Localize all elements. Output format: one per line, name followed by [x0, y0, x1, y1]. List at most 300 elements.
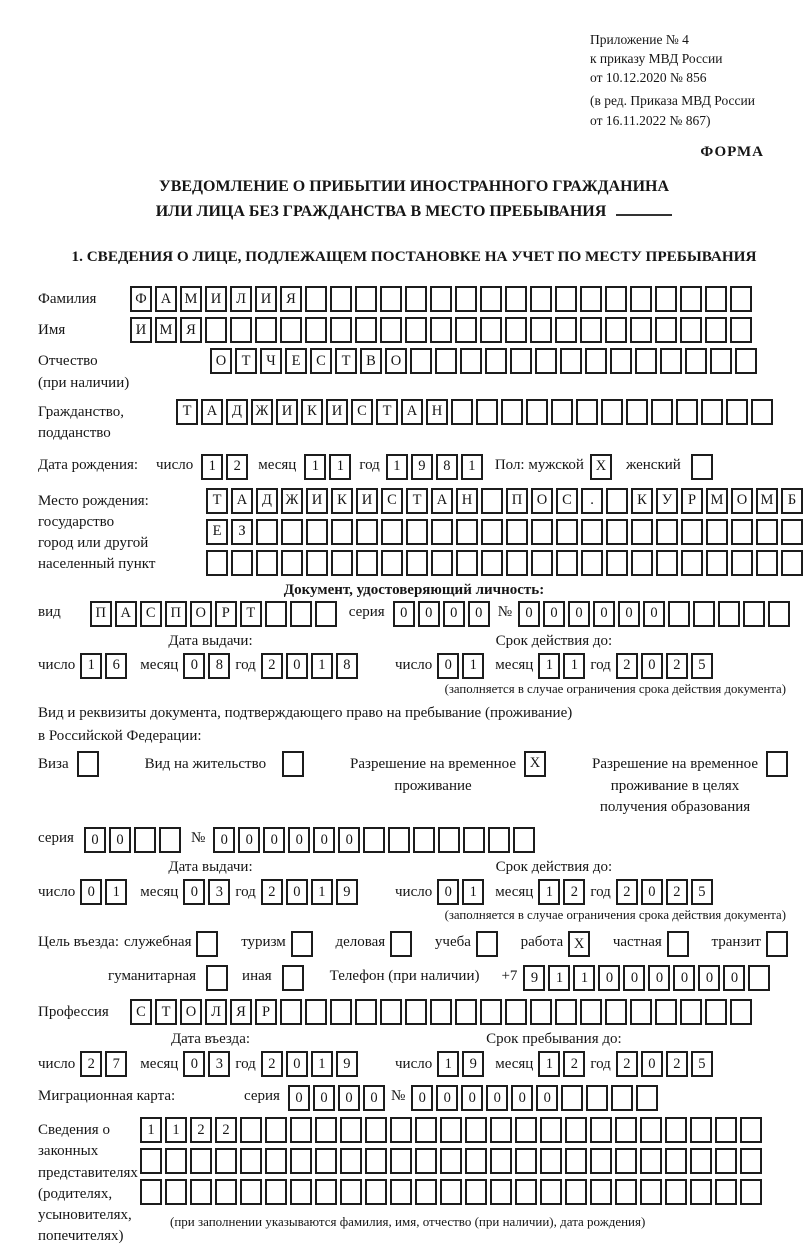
permit-number-cell[interactable]	[513, 827, 535, 853]
doc-valid-year-cell[interactable]: 2	[616, 653, 638, 679]
legal-line3-cell[interactable]	[490, 1179, 512, 1205]
permit-issue-year-cell[interactable]: 0	[286, 879, 308, 905]
stay-year-cell[interactable]: 0	[641, 1051, 663, 1077]
profession-cell[interactable]: Т	[155, 999, 177, 1025]
legal-line1-cell[interactable]	[715, 1117, 737, 1143]
birth-place-line2-cell[interactable]	[306, 519, 328, 545]
permit-number-cell[interactable]	[463, 827, 485, 853]
birth-place-line3-cell[interactable]	[206, 550, 228, 576]
permit-issue-year-cell[interactable]: 1	[311, 879, 333, 905]
citizenship-cell[interactable]: Н	[426, 399, 448, 425]
citizenship-cell[interactable]: И	[276, 399, 298, 425]
birth-place-line1-cell[interactable]: И	[306, 488, 328, 514]
doc-type-cell[interactable]: С	[140, 601, 162, 627]
patronymic-cell[interactable]	[735, 348, 757, 374]
phone-cell[interactable]: 9	[523, 965, 545, 991]
legal-line2-cell[interactable]	[715, 1148, 737, 1174]
birth-place-line2-cell[interactable]	[456, 519, 478, 545]
permit-number-cell[interactable]: 0	[313, 827, 335, 853]
stay-year-cell[interactable]: 2	[616, 1051, 638, 1077]
purpose-business-cell[interactable]	[390, 931, 412, 957]
mig-series-cell[interactable]: 0	[288, 1085, 310, 1111]
legal-line2-cell[interactable]	[265, 1148, 287, 1174]
legal-line3-cell[interactable]	[165, 1179, 187, 1205]
surname-cell[interactable]	[505, 286, 527, 312]
mig-number-cell[interactable]	[586, 1085, 608, 1111]
citizenship-cell[interactable]: С	[351, 399, 373, 425]
permit-series-cell[interactable]: 0	[84, 827, 106, 853]
birth-place-line3-cell[interactable]	[631, 550, 653, 576]
permit-issue-year-cell[interactable]: 2	[261, 879, 283, 905]
legal-line3-cell[interactable]	[190, 1179, 212, 1205]
birth-place-line3-cell[interactable]	[756, 550, 778, 576]
profession-cell[interactable]: Р	[255, 999, 277, 1025]
surname-cell[interactable]	[430, 286, 452, 312]
birth-place-line2-cell[interactable]	[506, 519, 528, 545]
edu-residence-cell[interactable]	[766, 751, 788, 777]
birth-place-line3-cell[interactable]	[431, 550, 453, 576]
surname-cell[interactable]	[555, 286, 577, 312]
citizenship-cell[interactable]	[501, 399, 523, 425]
entry-year-cell[interactable]: 1	[311, 1051, 333, 1077]
legal-line3-cell[interactable]	[315, 1179, 337, 1205]
profession-cell[interactable]	[355, 999, 377, 1025]
legal-line2-cell[interactable]	[365, 1148, 387, 1174]
birth-place-line3-cell[interactable]	[781, 550, 803, 576]
birth-place-line3-cell[interactable]	[731, 550, 753, 576]
doc-number-cell[interactable]: 0	[568, 601, 590, 627]
birth-place-line2-cell[interactable]	[656, 519, 678, 545]
phone-cell[interactable]	[748, 965, 770, 991]
doc-valid-year-cell[interactable]: 0	[641, 653, 663, 679]
legal-line1-cell[interactable]	[540, 1117, 562, 1143]
permit-series-cell[interactable]: 0	[109, 827, 131, 853]
doc-series-cell[interactable]: 0	[443, 601, 465, 627]
permit-number-cell[interactable]: 0	[338, 827, 360, 853]
legal-line2-cell[interactable]	[240, 1148, 262, 1174]
doc-series-cell[interactable]: 0	[418, 601, 440, 627]
patronymic-cell[interactable]: О	[210, 348, 232, 374]
stay-year-cell[interactable]: 5	[691, 1051, 713, 1077]
profession-cell[interactable]: Л	[205, 999, 227, 1025]
legal-line3-cell[interactable]	[665, 1179, 687, 1205]
legal-line1-cell[interactable]	[665, 1117, 687, 1143]
birth-place-line3-cell[interactable]	[556, 550, 578, 576]
purpose-private-cell[interactable]	[667, 931, 689, 957]
visa-cell[interactable]	[77, 751, 99, 777]
surname-cell[interactable]: Л	[230, 286, 252, 312]
patronymic-cell[interactable]: В	[360, 348, 382, 374]
legal-line1-cell[interactable]	[615, 1117, 637, 1143]
profession-cell[interactable]	[705, 999, 727, 1025]
birth-place-line2-cell[interactable]	[381, 519, 403, 545]
name-cell[interactable]	[655, 317, 677, 343]
birth-place-line2-cell[interactable]	[406, 519, 428, 545]
doc-type-cell[interactable]	[290, 601, 312, 627]
legal-line1-cell[interactable]	[240, 1117, 262, 1143]
profession-cell[interactable]	[605, 999, 627, 1025]
birth-month-cell[interactable]: 1	[329, 454, 351, 480]
purpose-humanitarian-cell[interactable]	[206, 965, 228, 991]
profession-cell[interactable]	[655, 999, 677, 1025]
birth-place-line1-cell[interactable]: Д	[256, 488, 278, 514]
birth-place-line3-cell[interactable]	[306, 550, 328, 576]
birth-year-cell[interactable]: 1	[386, 454, 408, 480]
birth-place-line1-cell[interactable]: А	[431, 488, 453, 514]
legal-line3-cell[interactable]	[515, 1179, 537, 1205]
name-cell[interactable]	[555, 317, 577, 343]
legal-line2-cell[interactable]	[465, 1148, 487, 1174]
permit-number-cell[interactable]	[363, 827, 385, 853]
birth-place-line3-cell[interactable]	[256, 550, 278, 576]
patronymic-cell[interactable]	[460, 348, 482, 374]
permit-issue-day-cell[interactable]: 0	[80, 879, 102, 905]
permit-number-cell[interactable]	[388, 827, 410, 853]
citizenship-cell[interactable]	[551, 399, 573, 425]
mig-series-cell[interactable]: 0	[313, 1085, 335, 1111]
citizenship-cell[interactable]	[601, 399, 623, 425]
legal-line1-cell[interactable]: 2	[215, 1117, 237, 1143]
birth-place-line2-cell[interactable]	[481, 519, 503, 545]
permit-valid-year-cell[interactable]: 0	[641, 879, 663, 905]
entry-day-cell[interactable]: 2	[80, 1051, 102, 1077]
patronymic-cell[interactable]	[685, 348, 707, 374]
patronymic-cell[interactable]	[435, 348, 457, 374]
patronymic-cell[interactable]	[485, 348, 507, 374]
citizenship-cell[interactable]: А	[201, 399, 223, 425]
name-cell[interactable]	[705, 317, 727, 343]
birth-place-line2-cell[interactable]	[606, 519, 628, 545]
patronymic-cell[interactable]	[660, 348, 682, 374]
legal-line1-cell[interactable]	[440, 1117, 462, 1143]
doc-series-cell[interactable]: 0	[393, 601, 415, 627]
patronymic-cell[interactable]	[585, 348, 607, 374]
doc-number-cell[interactable]: 0	[618, 601, 640, 627]
name-cell[interactable]	[480, 317, 502, 343]
profession-cell[interactable]	[530, 999, 552, 1025]
mig-number-cell[interactable]: 0	[436, 1085, 458, 1111]
entry-month-cell[interactable]: 3	[208, 1051, 230, 1077]
doc-number-cell[interactable]: 0	[643, 601, 665, 627]
surname-cell[interactable]: А	[155, 286, 177, 312]
purpose-tourism-cell[interactable]	[291, 931, 313, 957]
purpose-work-cell[interactable]: X	[568, 931, 590, 957]
citizenship-cell[interactable]	[651, 399, 673, 425]
birth-place-line1-cell[interactable]: Р	[681, 488, 703, 514]
birth-place-line3-cell[interactable]	[281, 550, 303, 576]
doc-number-cell[interactable]	[768, 601, 790, 627]
citizenship-cell[interactable]: Ж	[251, 399, 273, 425]
birth-place-line1-cell[interactable]: Ж	[281, 488, 303, 514]
doc-number-cell[interactable]	[668, 601, 690, 627]
birth-place-line1-cell[interactable]: С	[381, 488, 403, 514]
doc-issue-year-cell[interactable]: 0	[286, 653, 308, 679]
entry-month-cell[interactable]: 0	[183, 1051, 205, 1077]
citizenship-cell[interactable]	[626, 399, 648, 425]
birth-place-line1-cell[interactable]: К	[631, 488, 653, 514]
citizenship-cell[interactable]: Т	[176, 399, 198, 425]
name-cell[interactable]	[405, 317, 427, 343]
birth-place-line2-cell[interactable]	[781, 519, 803, 545]
legal-line1-cell[interactable]: 2	[190, 1117, 212, 1143]
name-cell[interactable]	[280, 317, 302, 343]
legal-line3-cell[interactable]	[215, 1179, 237, 1205]
birth-place-line1-cell[interactable]: .	[581, 488, 603, 514]
patronymic-cell[interactable]: Т	[335, 348, 357, 374]
mig-number-cell[interactable]: 0	[461, 1085, 483, 1111]
profession-cell[interactable]: О	[180, 999, 202, 1025]
doc-number-cell[interactable]	[693, 601, 715, 627]
phone-cell[interactable]: 0	[673, 965, 695, 991]
doc-type-cell[interactable]: О	[190, 601, 212, 627]
profession-cell[interactable]	[630, 999, 652, 1025]
phone-cell[interactable]: 1	[573, 965, 595, 991]
legal-line1-cell[interactable]	[590, 1117, 612, 1143]
stay-year-cell[interactable]: 2	[666, 1051, 688, 1077]
doc-type-cell[interactable]	[265, 601, 287, 627]
entry-year-cell[interactable]: 0	[286, 1051, 308, 1077]
permit-series-cell[interactable]	[134, 827, 156, 853]
citizenship-cell[interactable]: И	[326, 399, 348, 425]
name-cell[interactable]: М	[155, 317, 177, 343]
legal-line1-cell[interactable]: 1	[140, 1117, 162, 1143]
citizenship-cell[interactable]: Д	[226, 399, 248, 425]
birth-place-line2-cell[interactable]: Е	[206, 519, 228, 545]
permit-number-cell[interactable]: 0	[263, 827, 285, 853]
legal-line1-cell[interactable]	[515, 1117, 537, 1143]
doc-valid-year-cell[interactable]: 2	[666, 653, 688, 679]
surname-cell[interactable]	[480, 286, 502, 312]
birth-place-line1-cell[interactable]: М	[756, 488, 778, 514]
surname-cell[interactable]: И	[205, 286, 227, 312]
doc-type-cell[interactable]: П	[90, 601, 112, 627]
birth-place-line2-cell[interactable]	[681, 519, 703, 545]
legal-line2-cell[interactable]	[615, 1148, 637, 1174]
surname-cell[interactable]	[330, 286, 352, 312]
doc-issue-year-cell[interactable]: 2	[261, 653, 283, 679]
mig-number-cell[interactable]	[561, 1085, 583, 1111]
permit-issue-year-cell[interactable]: 9	[336, 879, 358, 905]
legal-line1-cell[interactable]	[565, 1117, 587, 1143]
legal-line2-cell[interactable]	[590, 1148, 612, 1174]
name-cell[interactable]: Я	[180, 317, 202, 343]
legal-line3-cell[interactable]	[365, 1179, 387, 1205]
legal-line3-cell[interactable]	[440, 1179, 462, 1205]
mig-number-cell[interactable]: 0	[536, 1085, 558, 1111]
doc-valid-day-cell[interactable]: 1	[462, 653, 484, 679]
doc-valid-month-cell[interactable]: 1	[538, 653, 560, 679]
purpose-transit-cell[interactable]	[766, 931, 788, 957]
permit-series-cell[interactable]	[159, 827, 181, 853]
birth-place-line2-cell[interactable]	[731, 519, 753, 545]
permit-issue-month-cell[interactable]: 3	[208, 879, 230, 905]
legal-line1-cell[interactable]	[390, 1117, 412, 1143]
citizenship-cell[interactable]	[726, 399, 748, 425]
surname-cell[interactable]	[530, 286, 552, 312]
doc-number-cell[interactable]: 0	[543, 601, 565, 627]
mig-series-cell[interactable]: 0	[363, 1085, 385, 1111]
birth-place-line1-cell[interactable]: Т	[206, 488, 228, 514]
permit-valid-day-cell[interactable]: 0	[437, 879, 459, 905]
doc-number-cell[interactable]	[718, 601, 740, 627]
surname-cell[interactable]	[580, 286, 602, 312]
stay-month-cell[interactable]: 1	[538, 1051, 560, 1077]
legal-line1-cell[interactable]	[265, 1117, 287, 1143]
birth-month-cell[interactable]: 1	[304, 454, 326, 480]
legal-line1-cell[interactable]: 1	[165, 1117, 187, 1143]
birth-place-line3-cell[interactable]	[381, 550, 403, 576]
birth-place-line2-cell[interactable]	[556, 519, 578, 545]
birth-place-line1-cell[interactable]: Б	[781, 488, 803, 514]
male-cell[interactable]: X	[590, 454, 612, 480]
legal-line2-cell[interactable]	[440, 1148, 462, 1174]
permit-number-cell[interactable]: 0	[213, 827, 235, 853]
profession-cell[interactable]: Я	[230, 999, 252, 1025]
legal-line2-cell[interactable]	[565, 1148, 587, 1174]
birth-place-line2-cell[interactable]	[706, 519, 728, 545]
mig-number-cell[interactable]: 0	[486, 1085, 508, 1111]
legal-line3-cell[interactable]	[740, 1179, 762, 1205]
surname-cell[interactable]	[305, 286, 327, 312]
profession-cell[interactable]	[730, 999, 752, 1025]
legal-line1-cell[interactable]	[290, 1117, 312, 1143]
birth-place-line1-cell[interactable]: М	[706, 488, 728, 514]
birth-place-line3-cell[interactable]	[331, 550, 353, 576]
birth-place-line3-cell[interactable]	[456, 550, 478, 576]
legal-line2-cell[interactable]	[740, 1148, 762, 1174]
citizenship-cell[interactable]	[576, 399, 598, 425]
permit-valid-year-cell[interactable]: 5	[691, 879, 713, 905]
legal-line2-cell[interactable]	[290, 1148, 312, 1174]
doc-number-cell[interactable]: 0	[593, 601, 615, 627]
permit-issue-month-cell[interactable]: 0	[183, 879, 205, 905]
surname-cell[interactable]	[630, 286, 652, 312]
legal-line1-cell[interactable]	[490, 1117, 512, 1143]
legal-line2-cell[interactable]	[190, 1148, 212, 1174]
birth-place-line1-cell[interactable]: Н	[456, 488, 478, 514]
doc-type-cell[interactable]: П	[165, 601, 187, 627]
doc-valid-day-cell[interactable]: 0	[437, 653, 459, 679]
birth-place-line2-cell[interactable]: З	[231, 519, 253, 545]
permit-number-cell[interactable]	[488, 827, 510, 853]
name-cell[interactable]	[255, 317, 277, 343]
birth-place-line2-cell[interactable]	[356, 519, 378, 545]
birth-place-line3-cell[interactable]	[606, 550, 628, 576]
birth-place-line1-cell[interactable]: О	[531, 488, 553, 514]
citizenship-cell[interactable]	[451, 399, 473, 425]
birth-place-line1-cell[interactable]	[481, 488, 503, 514]
birth-place-line2-cell[interactable]	[581, 519, 603, 545]
temp-residence-cell[interactable]: X	[524, 751, 546, 777]
birth-place-line3-cell[interactable]	[681, 550, 703, 576]
name-cell[interactable]	[305, 317, 327, 343]
citizenship-cell[interactable]	[751, 399, 773, 425]
citizenship-cell[interactable]	[476, 399, 498, 425]
legal-line3-cell[interactable]	[540, 1179, 562, 1205]
birth-place-line3-cell[interactable]	[581, 550, 603, 576]
name-cell[interactable]	[605, 317, 627, 343]
name-cell[interactable]: И	[130, 317, 152, 343]
permit-valid-year-cell[interactable]: 2	[666, 879, 688, 905]
doc-issue-year-cell[interactable]: 8	[336, 653, 358, 679]
doc-number-cell[interactable]	[743, 601, 765, 627]
name-cell[interactable]	[230, 317, 252, 343]
birth-place-line2-cell[interactable]	[331, 519, 353, 545]
permit-number-cell[interactable]: 0	[238, 827, 260, 853]
doc-number-cell[interactable]: 0	[518, 601, 540, 627]
birth-place-line3-cell[interactable]	[481, 550, 503, 576]
legal-line2-cell[interactable]	[215, 1148, 237, 1174]
name-cell[interactable]	[530, 317, 552, 343]
name-cell[interactable]	[380, 317, 402, 343]
birth-year-cell[interactable]: 8	[436, 454, 458, 480]
birth-place-line2-cell[interactable]	[531, 519, 553, 545]
patronymic-cell[interactable]: Ч	[260, 348, 282, 374]
surname-cell[interactable]: Я	[280, 286, 302, 312]
legal-line1-cell[interactable]	[315, 1117, 337, 1143]
legal-line3-cell[interactable]	[390, 1179, 412, 1205]
name-cell[interactable]	[580, 317, 602, 343]
doc-issue-day-cell[interactable]: 6	[105, 653, 127, 679]
birth-place-line1-cell[interactable]: С	[556, 488, 578, 514]
phone-cell[interactable]: 0	[598, 965, 620, 991]
name-cell[interactable]	[330, 317, 352, 343]
name-cell[interactable]	[355, 317, 377, 343]
birth-year-cell[interactable]: 9	[411, 454, 433, 480]
legal-line3-cell[interactable]	[240, 1179, 262, 1205]
legal-line2-cell[interactable]	[165, 1148, 187, 1174]
legal-line2-cell[interactable]	[315, 1148, 337, 1174]
birth-place-line1-cell[interactable]: А	[231, 488, 253, 514]
legal-line3-cell[interactable]	[590, 1179, 612, 1205]
birth-place-line1-cell[interactable]: О	[731, 488, 753, 514]
legal-line3-cell[interactable]	[415, 1179, 437, 1205]
birth-place-line1-cell[interactable]: П	[506, 488, 528, 514]
legal-line3-cell[interactable]	[615, 1179, 637, 1205]
entry-year-cell[interactable]: 9	[336, 1051, 358, 1077]
mig-number-cell[interactable]: 0	[411, 1085, 433, 1111]
birth-place-line3-cell[interactable]	[356, 550, 378, 576]
birth-day-cell[interactable]: 1	[201, 454, 223, 480]
legal-line2-cell[interactable]	[640, 1148, 662, 1174]
phone-cell[interactable]: 0	[648, 965, 670, 991]
name-cell[interactable]	[730, 317, 752, 343]
profession-cell[interactable]	[380, 999, 402, 1025]
permit-number-cell[interactable]	[438, 827, 460, 853]
doc-type-cell[interactable]: А	[115, 601, 137, 627]
legal-line1-cell[interactable]	[465, 1117, 487, 1143]
phone-cell[interactable]: 1	[548, 965, 570, 991]
patronymic-cell[interactable]	[635, 348, 657, 374]
name-cell[interactable]	[630, 317, 652, 343]
doc-issue-year-cell[interactable]: 1	[311, 653, 333, 679]
profession-cell[interactable]	[280, 999, 302, 1025]
legal-line3-cell[interactable]	[715, 1179, 737, 1205]
patronymic-cell[interactable]	[710, 348, 732, 374]
legal-line1-cell[interactable]	[365, 1117, 387, 1143]
permit-number-cell[interactable]: 0	[288, 827, 310, 853]
legal-line2-cell[interactable]	[540, 1148, 562, 1174]
surname-cell[interactable]	[730, 286, 752, 312]
purpose-study-cell[interactable]	[476, 931, 498, 957]
patronymic-cell[interactable]: Е	[285, 348, 307, 374]
surname-cell[interactable]: И	[255, 286, 277, 312]
patronymic-cell[interactable]	[410, 348, 432, 374]
residence-permit-cell[interactable]	[282, 751, 304, 777]
birth-place-line1-cell[interactable]	[606, 488, 628, 514]
name-cell[interactable]	[205, 317, 227, 343]
legal-line3-cell[interactable]	[640, 1179, 662, 1205]
